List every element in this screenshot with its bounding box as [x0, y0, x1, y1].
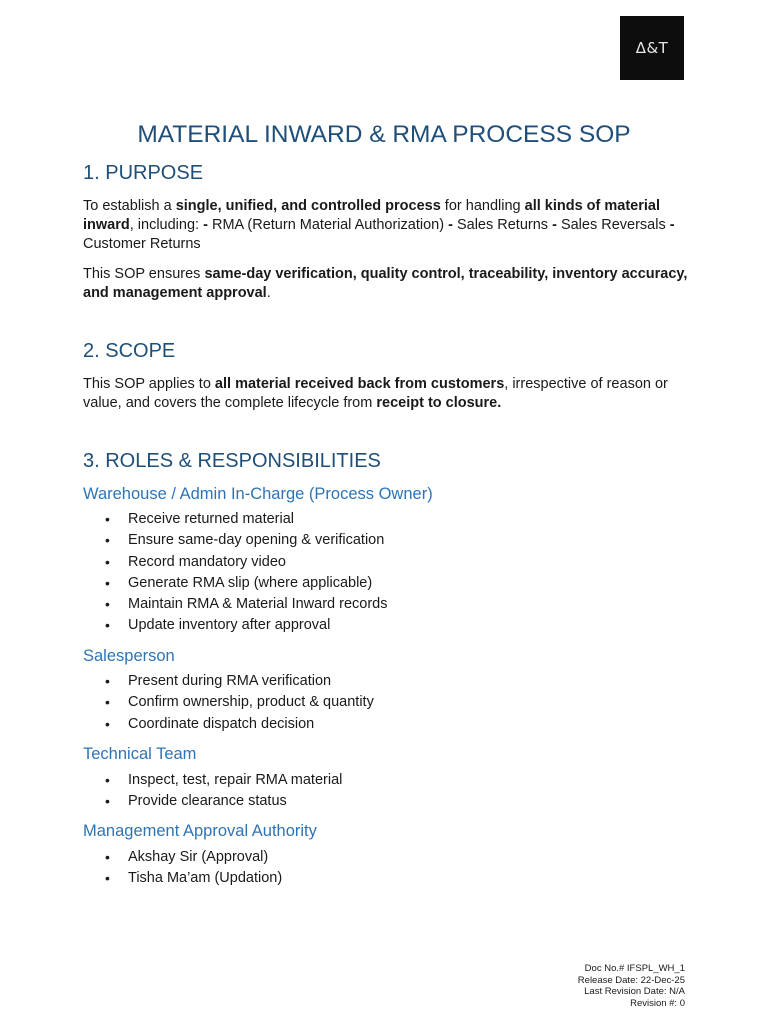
- subheading-management: Management Approval Authority: [83, 822, 317, 840]
- purpose-paragraph-2: This SOP ensures same-day verification, quality control, traceability, inventory accuracy, and management approval.: [83, 266, 688, 301]
- list-item: • Present during RMA verification: [83, 671, 374, 692]
- list-item: • Record mandatory video: [83, 552, 388, 573]
- purpose-paragraph-1: To establish a single, unified, and controlled process for handling all kinds of material inward, including: - RMA (Return Material Authorization) - Sales Returns - Sales Reversals - Customer Returns: [83, 198, 675, 252]
- salesperson-responsibilities-list: [83, 671, 374, 735]
- section-heading-purpose: 1. PURPOSE: [83, 162, 204, 184]
- doc-number: Doc No.# IFSPL_WH_1: [584, 963, 685, 974]
- document-title: MATERIAL INWARD & RMA PROCESS SOP: [137, 121, 631, 148]
- list-item: • Coordinate dispatch decision: [83, 714, 374, 735]
- list-item: • Update inventory after approval: [83, 615, 388, 636]
- logo-text: Δ&T: [635, 39, 669, 57]
- last-revision-date: Last Revision Date: N/A: [584, 986, 685, 998]
- document-control-block: [578, 963, 685, 1010]
- list-item: • Ensure same-day opening & verification: [83, 530, 388, 551]
- section-heading-roles: 3. ROLES & RESPONSIBILITIES: [83, 450, 381, 472]
- revision-number: Revision #: 0: [630, 998, 685, 1010]
- subheading-warehouse: Warehouse / Admin In-Charge (Process Owner): [83, 485, 433, 503]
- subheading-salesperson: Salesperson: [83, 647, 175, 665]
- subheading-technical-team: Technical Team: [83, 745, 197, 763]
- list-item: • Akshay Sir (Approval): [83, 847, 282, 868]
- release-date: Release Date: 22-Dec-25: [577, 974, 685, 986]
- list-item: • Generate RMA slip (where applicable): [83, 573, 388, 594]
- company-logo: [620, 16, 684, 80]
- technical-responsibilities-list: [83, 770, 342, 813]
- section-heading-scope: 2. SCOPE: [83, 340, 176, 362]
- list-item: • Maintain RMA & Material Inward records: [83, 594, 388, 615]
- list-item: • Receive returned material: [83, 509, 388, 530]
- list-item: • Inspect, test, repair RMA material: [83, 770, 342, 791]
- scope-paragraph: This SOP applies to all material received back from customers, irrespective of reason or value, and covers the complete lifecycle from receipt to closure.: [83, 376, 668, 411]
- list-item: • Provide clearance status: [83, 791, 342, 812]
- management-list: [83, 847, 282, 890]
- warehouse-responsibilities-list: [83, 509, 388, 637]
- list-item: • Tisha Ma’am (Updation): [83, 868, 282, 889]
- list-item: • Confirm ownership, product & quantity: [83, 692, 374, 713]
